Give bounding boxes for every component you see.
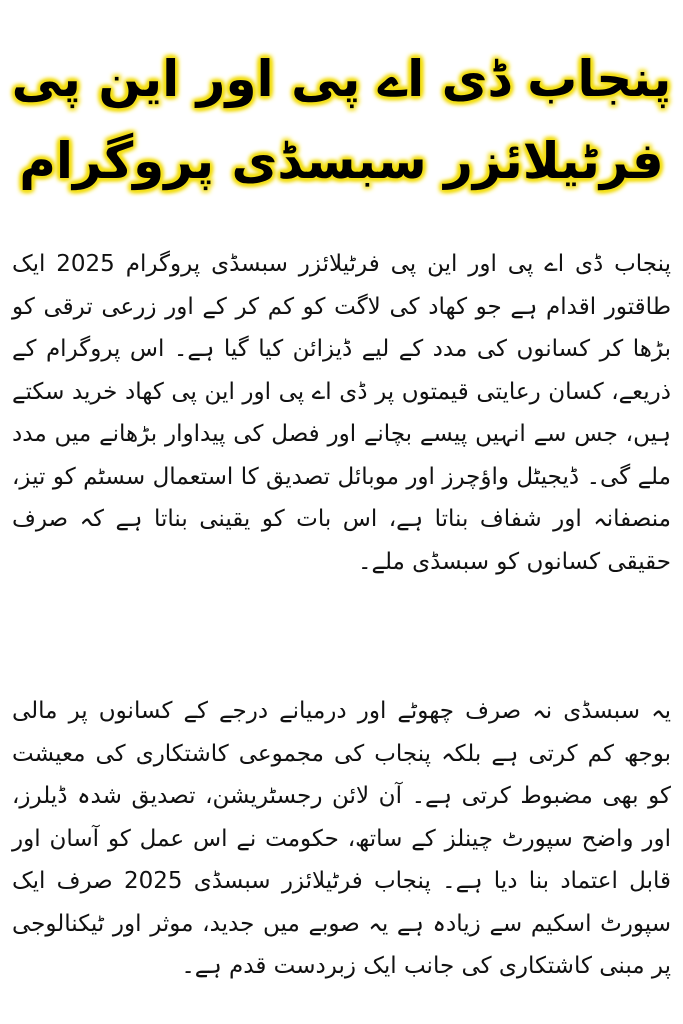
article-title — [0, 38, 683, 202]
paragraph-2: یہ سبسڈی نہ صرف چھوٹے اور درمیانے درجے کے کسانوں پر مالی بوجھ کم کرتی ہے بلکہ پنجاب کی مجموعی کاشتکاری کی معیشت کو بھی مضبوط کرتی ہے۔ آن لائن رجسٹریشن، تصدیق شدہ ڈیلرز، اور واضح سپورٹ چینلز کے ساتھ، حکومت نے اس عمل کو آسان اور قابل اعتماد بنا دیا ہے۔ پنجاب فرٹیلائزر سبسڈی 2025 صرف ایک سپورٹ اسکیم سے زیادہ ہے یہ صوبے میں جدید، موثر اور ٹیکنالوجی پر مبنی کاشتکاری کی جانب ایک زبردست قدم ہے۔ — [12, 698, 671, 979]
title-line-1: پنجاب ڈی اے پی اور این پی — [11, 50, 672, 108]
paragraph-1: پنجاب ڈی اے پی اور این پی فرٹیلائزر سبسڈی پروگرام 2025 ایک طاقتور اقدام ہے جو کھاد کی لاگت کو کم کر کے اور زرعی ترقی کو بڑھا کر کسانوں کی مدد کے لیے ڈیزائن کیا گیا ہے۔ اس پروگرام کے ذریعے، کسان رعایتی قیمتوں پر ڈی اے پی اور این پی کھاد خرید سکتے ہیں، جس سے انہیں پیسے بچانے اور فصل کی پیداوار بڑھانے میں مدد ملے گی۔ ڈیجیٹل واؤچرز اور موبائل تصدیق کا استعمال سسٹم کو تیز، منصفانہ اور شفاف بناتا ہے، اس بات کو یقینی بناتا ہے کہ صرف حقیقی کسانوں کو سبسڈی ملے۔ — [12, 251, 671, 575]
title-line-2: فرٹیلائزر سبسڈی پروگرام — [19, 132, 664, 190]
